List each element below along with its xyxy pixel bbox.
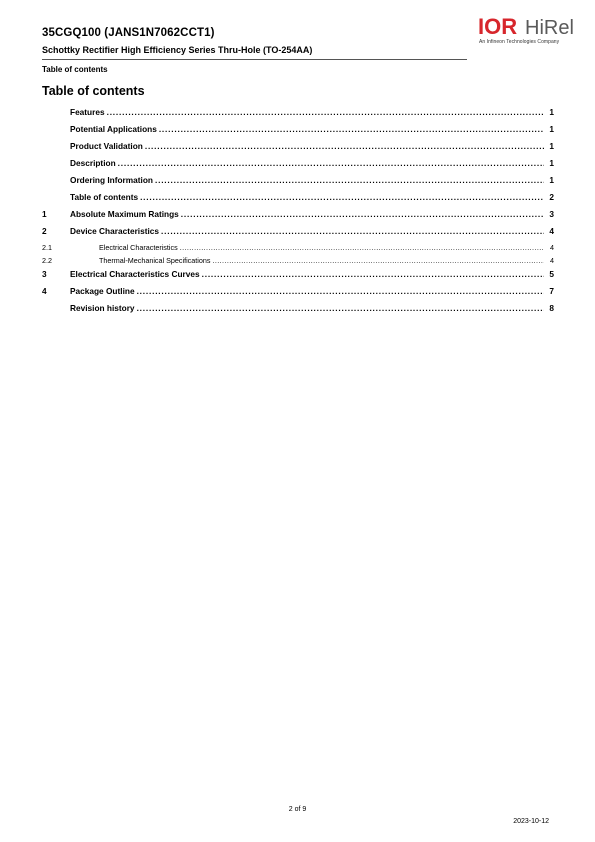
toc-entry-page[interactable]: 4 xyxy=(549,226,554,236)
toc-entry-label[interactable]: Revision history xyxy=(70,303,135,313)
toc-entry-number: 3 xyxy=(42,269,47,279)
logo-tagline: An Infineon Technologies Company xyxy=(479,39,560,45)
toc-entry-label[interactable]: Absolute Maximum Ratings xyxy=(70,209,179,219)
toc-entry-page[interactable]: 1 xyxy=(549,141,554,151)
toc-entry[interactable] xyxy=(42,269,554,286)
toc-entry-label[interactable]: Device Characteristics xyxy=(70,226,160,236)
logo-brand-suffix: HiRel xyxy=(525,17,574,39)
header-rule xyxy=(42,59,467,60)
toc-leader-dots xyxy=(137,303,544,313)
toc-list xyxy=(42,107,554,320)
toc-leader-dots xyxy=(181,209,544,219)
toc-entry-label[interactable]: Potential Applications xyxy=(70,124,157,134)
toc-entry-number: 1 xyxy=(42,209,47,219)
toc-entry-page[interactable]: 1 xyxy=(549,107,554,117)
toc-entry[interactable] xyxy=(42,107,554,124)
toc-entry-page[interactable]: 8 xyxy=(549,303,554,313)
toc-leader-dots xyxy=(212,256,544,265)
toc-entry[interactable] xyxy=(42,286,554,303)
toc-entry-page[interactable]: 1 xyxy=(549,124,554,134)
toc-entry[interactable] xyxy=(42,256,554,269)
logo-brand: IOR xyxy=(478,14,518,39)
page-number: 2 of 9 xyxy=(288,806,307,813)
toc-leader-dots xyxy=(155,175,544,185)
toc-entry-page[interactable]: 3 xyxy=(549,209,554,219)
toc-entry-page[interactable]: 4 xyxy=(550,243,554,252)
toc-leader-dots xyxy=(137,286,544,296)
toc-entry-page[interactable]: 2 xyxy=(549,192,554,202)
toc-entry-label[interactable]: Electrical Characteristics Curves xyxy=(70,269,200,279)
toc-entry-label[interactable]: Thermal-Mechanical Specifications xyxy=(99,256,211,265)
toc-entry-page[interactable]: 7 xyxy=(549,286,554,296)
toc-leader-dots xyxy=(180,243,544,252)
part-number: 35CGQ100 (JANS1N7062CCT1) xyxy=(42,27,215,39)
toc-leader-dots xyxy=(161,226,544,236)
toc-entry[interactable] xyxy=(42,141,554,158)
toc-entry[interactable] xyxy=(42,226,554,243)
toc-entry-page[interactable]: 4 xyxy=(550,256,554,265)
toc-entry-number: 2.1 xyxy=(42,243,52,252)
toc-entry-label[interactable]: Table of contents xyxy=(70,192,139,202)
toc-entry-label[interactable]: Package Outline xyxy=(70,286,135,296)
toc-leader-dots xyxy=(140,192,544,202)
toc-entry-label[interactable]: Features xyxy=(70,107,105,117)
part-description: Schottky Rectifier High Efficiency Series Thru-Hole (TO-254AA) xyxy=(42,45,313,55)
toc-entry[interactable] xyxy=(42,209,554,226)
toc-leader-dots xyxy=(159,124,544,134)
toc-entry-page[interactable]: 1 xyxy=(549,158,554,168)
toc-entry-number: 2.2 xyxy=(42,256,52,265)
toc-title: Table of contents xyxy=(42,84,145,98)
toc-leader-dots xyxy=(107,107,544,117)
toc-entry[interactable] xyxy=(42,158,554,175)
toc-leader-dots xyxy=(202,269,544,279)
toc-entry-page[interactable]: 1 xyxy=(549,175,554,185)
toc-entry[interactable] xyxy=(42,243,554,256)
toc-entry-number: 2 xyxy=(42,226,47,236)
toc-entry[interactable] xyxy=(42,192,554,209)
footer-date: 2023-10-12 xyxy=(513,818,549,825)
toc-entry-label[interactable]: Product Validation xyxy=(70,141,143,151)
running-header: Table of contents xyxy=(42,65,108,74)
toc-entry[interactable] xyxy=(42,303,554,320)
toc-entry-label[interactable]: Ordering Information xyxy=(70,175,153,185)
toc-entry-number: 4 xyxy=(42,286,47,296)
toc-entry[interactable] xyxy=(42,124,554,141)
toc-entry-page[interactable]: 5 xyxy=(549,269,554,279)
toc-leader-dots xyxy=(145,141,544,151)
toc-leader-dots xyxy=(118,158,544,168)
toc-entry[interactable] xyxy=(42,175,554,192)
toc-entry-label[interactable]: Electrical Characteristics xyxy=(99,243,178,252)
toc-entry-label[interactable]: Description xyxy=(70,158,116,168)
